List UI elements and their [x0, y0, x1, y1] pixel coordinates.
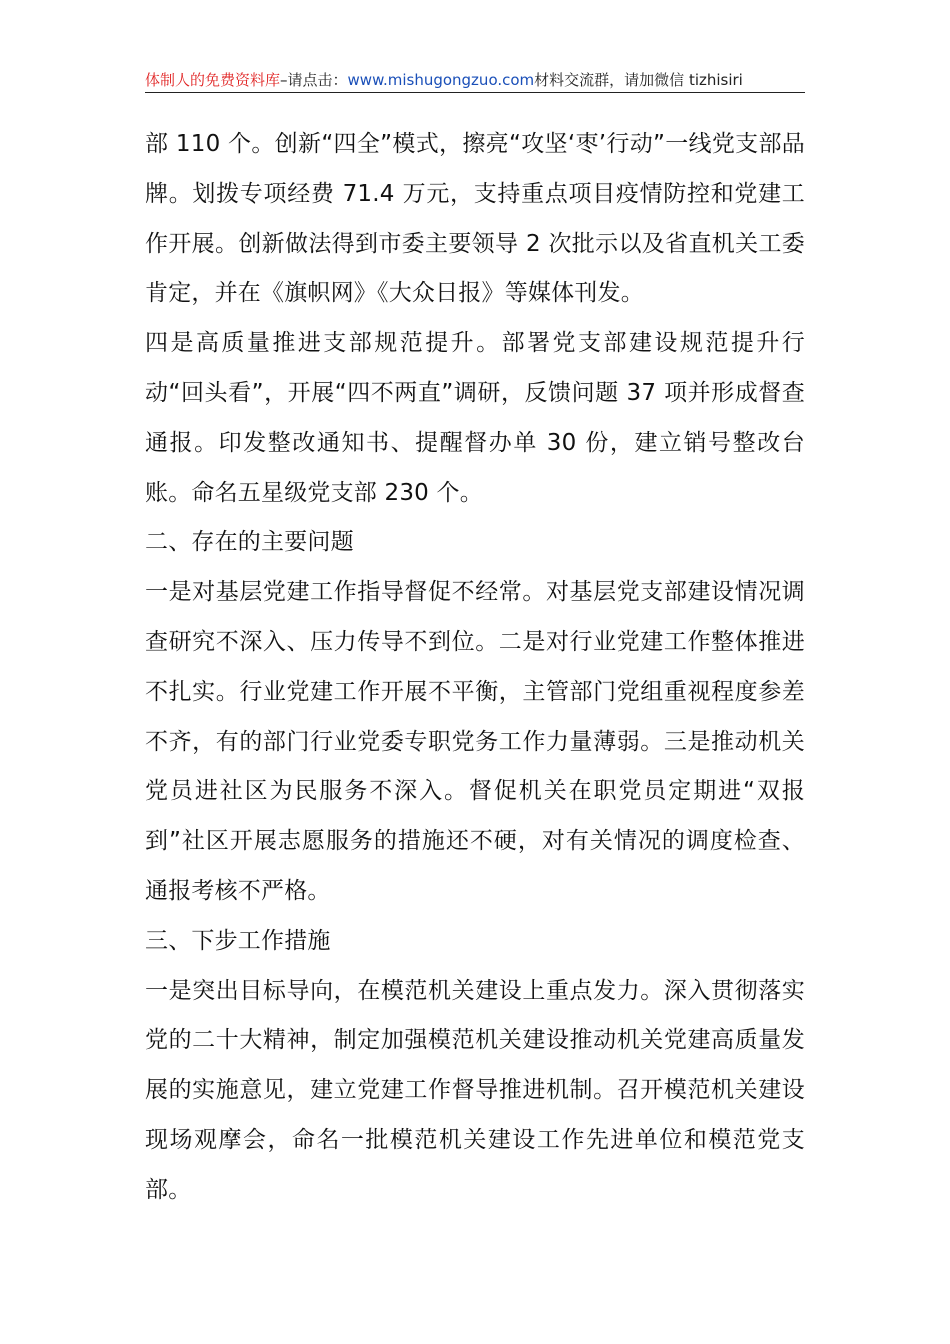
header-suffix: 材料交流群，请加微信 tizhisiri: [534, 71, 743, 89]
paragraph-continued: 部 110 个。创新“四全”模式，擦亮“攻坚‘枣’行动”一线党支部品牌。划拨专项经费 71.4 万元，支持重点项目疫情防控和党建工作开展。创新做法得到市委主要领导 2 次批示以及省直机关工委肯定，并在《旗帜网》《大众日报》等媒体刊发。: [145, 131, 805, 307]
page-header: [145, 70, 805, 93]
section-heading-measures: 三、下步工作措施: [145, 927, 331, 954]
paragraph-problems: 一是对基层党建工作指导督促不经常。对基层党支部建设情况调查研究不深入、压力传导不到位。二是对行业党建工作整体推进不扎实。行业党建工作开展不平衡，主管部门党组重视程度参差不齐，有的部门行业党委专职党务工作力量薄弱。三是推动机关党员进社区为民服务不深入。督促机关在职党员定期进“双报到”社区开展志愿服务的措施还不硬，对有关情况的调度检查、通报考核不严格。: [145, 579, 805, 904]
header-prefix: –请点击：: [280, 71, 348, 89]
paragraph-measures: 一是突出目标导向，在模范机关建设上重点发力。深入贯彻落实党的二十大精神，制定加强模范机关建设推动机关党建高质量发展的实施意见，建立党建工作督导推进机制。召开模范机关建设现场观摩会，命名一批模范机关建设工作先进单位和模范党支部。: [145, 977, 805, 1203]
header-brand: 体制人的免费资料库: [145, 71, 281, 89]
header-link[interactable]: www.mishugongzuo.com: [347, 71, 535, 89]
section-heading-problems: 二、存在的主要问题: [145, 529, 354, 556]
document-body: [145, 120, 805, 1216]
paragraph-item-four: 四是高质量推进支部规范提升。部署党支部建设规范提升行动“回头看”，开展“四不两直”调研，反馈问题 37 项并形成督查通报。印发整改通知书、提醒督办单 30 份，建立销号整改台账。命名五星级党支部 230 个。: [145, 330, 805, 506]
